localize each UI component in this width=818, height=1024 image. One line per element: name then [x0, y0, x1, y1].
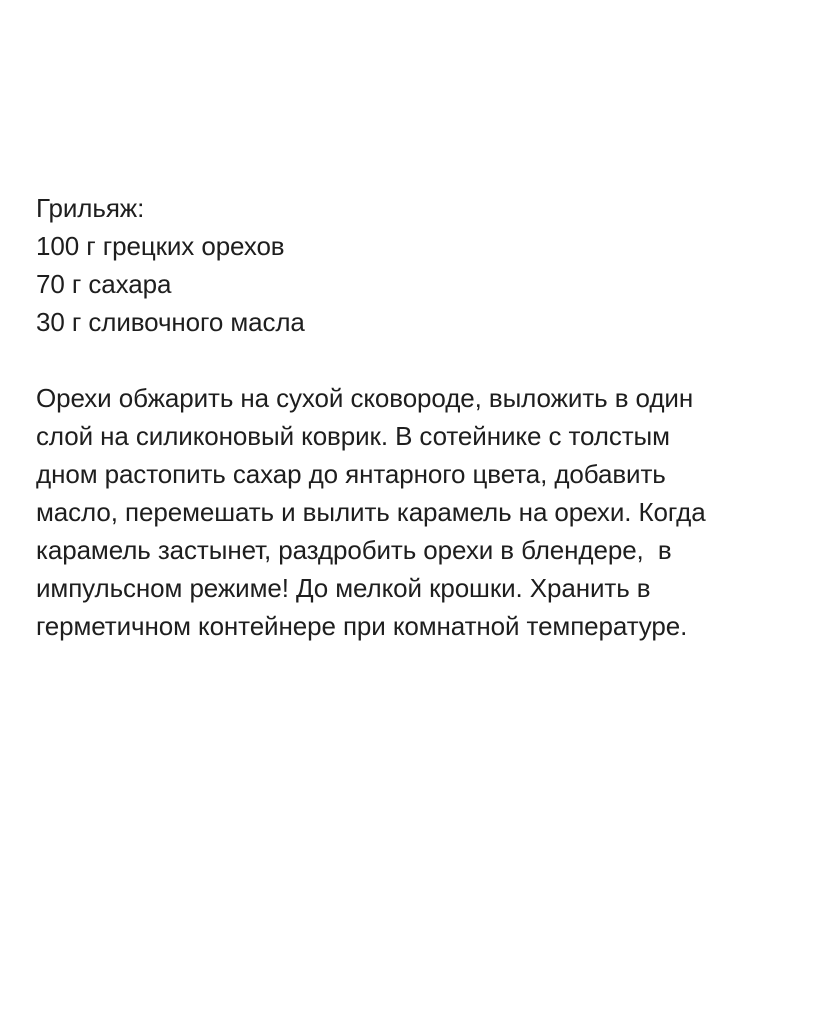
recipe-title: Грильяж:	[36, 193, 145, 223]
instruction-line: карамель застынет, раздробить орехи в блендере, в	[36, 535, 672, 565]
instruction-line: герметичном контейнере при комнатной температуре.	[36, 611, 688, 641]
paragraph-gap	[36, 341, 806, 379]
instruction-line: дном растопить сахар до янтарного цвета, добавить	[36, 459, 666, 489]
recipe-note	[36, 189, 806, 645]
instruction-line: масло, перемешать и вылить карамель на орехи. Когда	[36, 497, 706, 527]
ingredient-butter: 30 г сливочного масла	[36, 307, 305, 337]
instruction-line: слой на силиконовый коврик. В сотейнике с толстым	[36, 421, 670, 451]
instruction-line: Орехи обжарить на сухой сковороде, выложить в один	[36, 383, 694, 413]
ingredient-sugar: 70 г сахара	[36, 269, 172, 299]
instruction-line: импульсном режиме! До мелкой крошки. Хранить в	[36, 573, 651, 603]
ingredient-walnuts: 100 г грецких орехов	[36, 231, 285, 261]
